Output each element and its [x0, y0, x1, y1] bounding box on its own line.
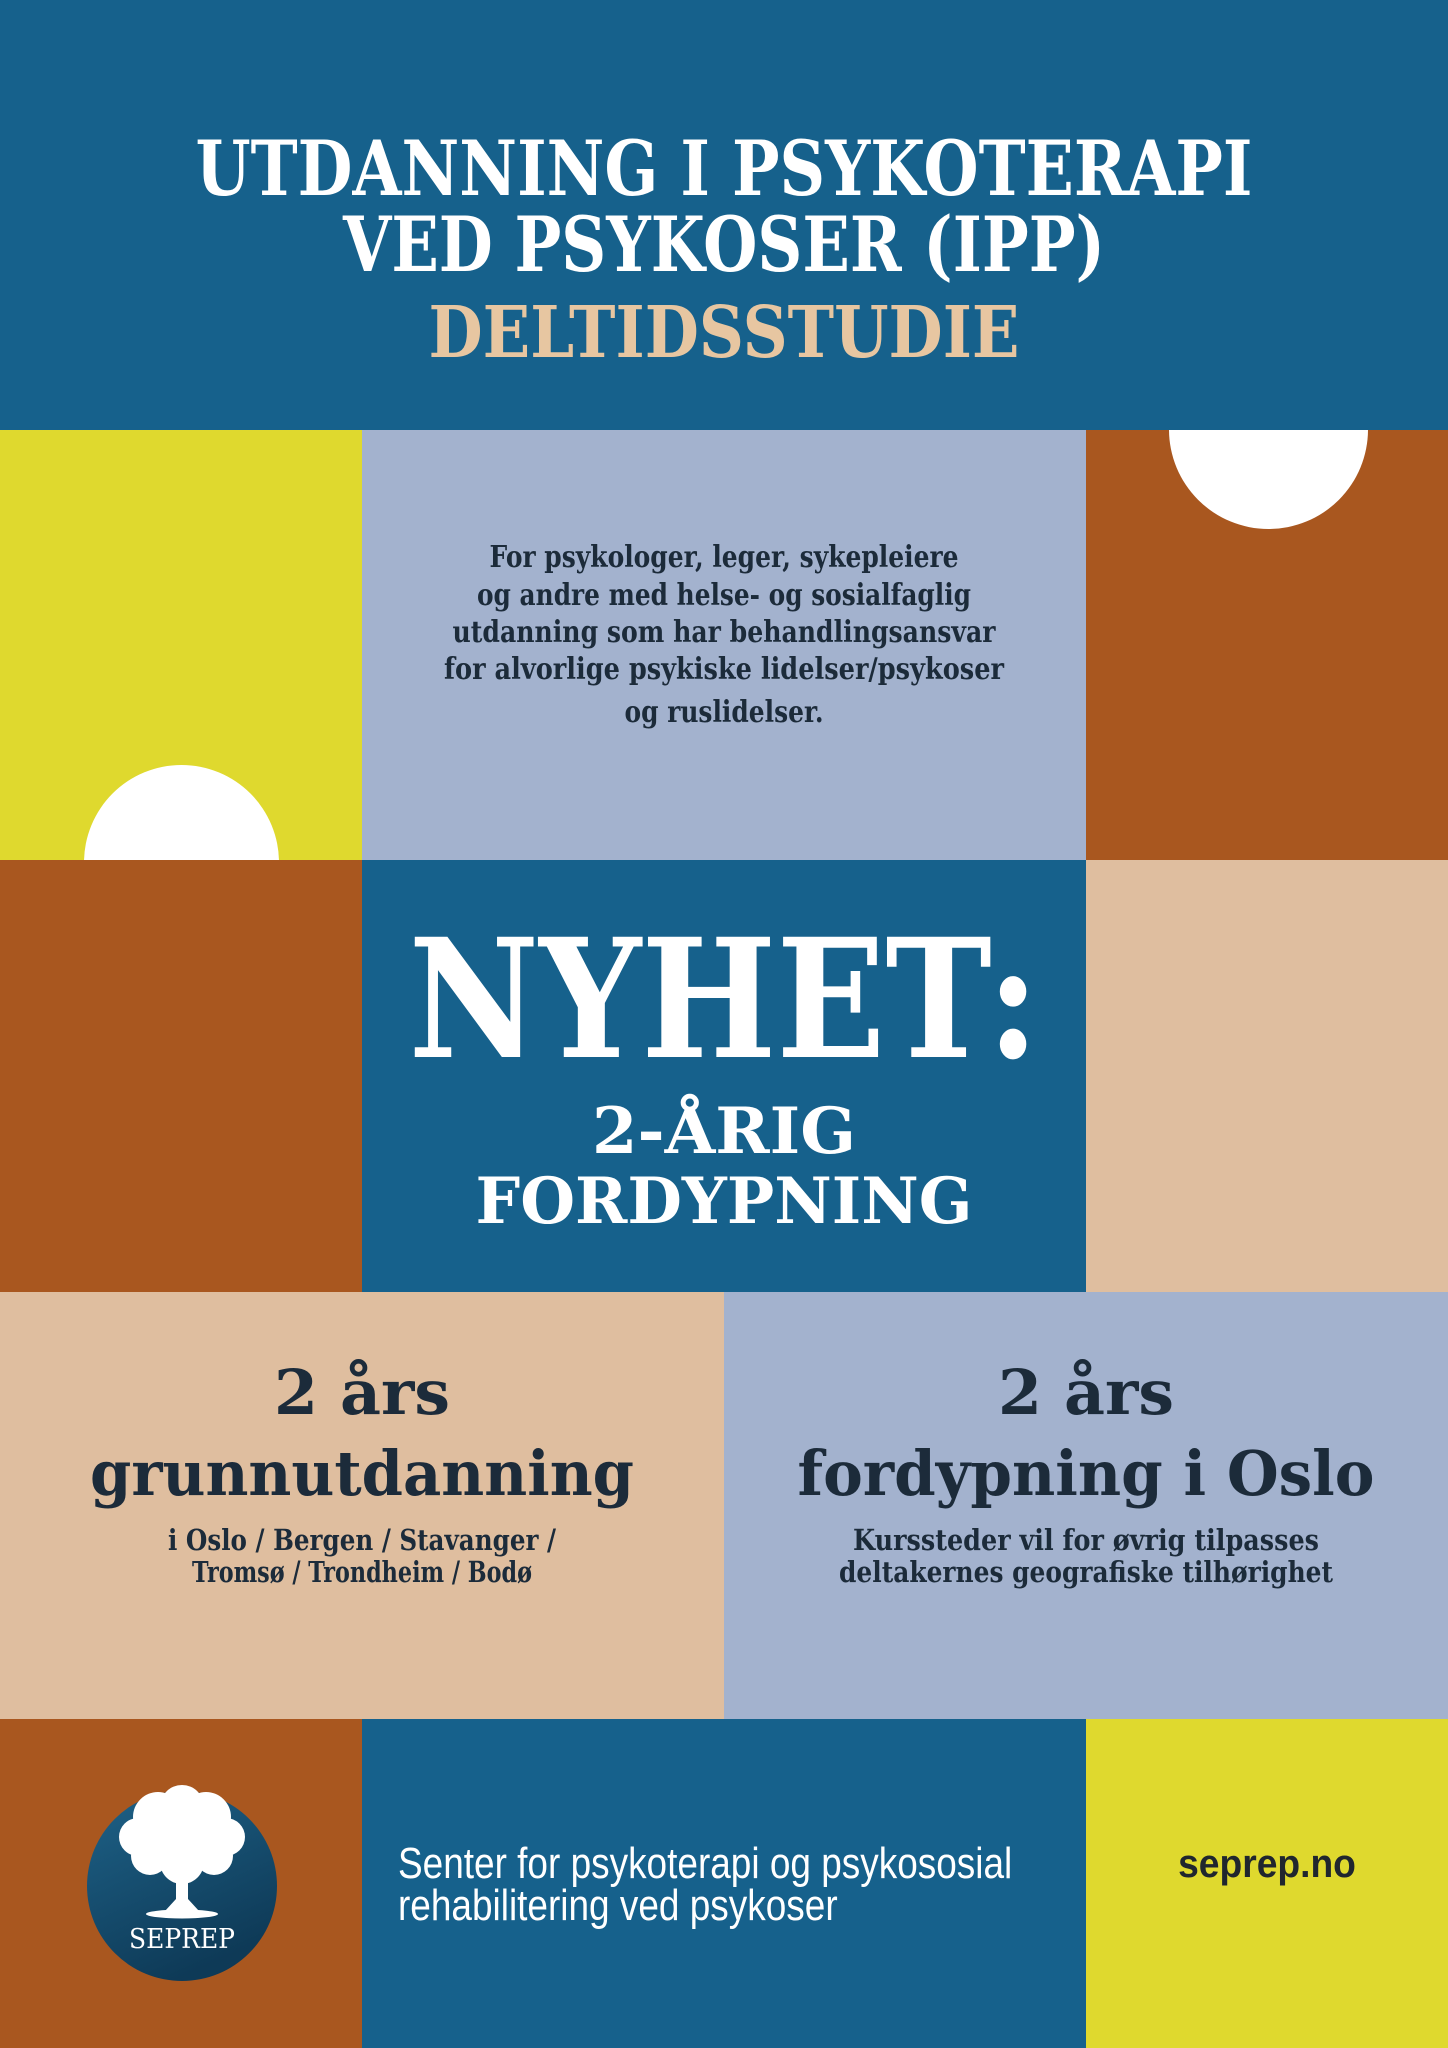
- news-text-group: [362, 860, 1086, 1292]
- title-band: [0, 0, 1448, 430]
- program-basic-text-group: [0, 1292, 724, 1719]
- program-advanced-detail-2: deltakernes geografiske tilhørighet: [839, 1555, 1334, 1589]
- news-line-2: 2-ÅRIG: [592, 1094, 856, 1169]
- audience-tile: [362, 430, 1086, 860]
- footer-tagline-line-2: rehabilitering ved psykoser: [398, 1881, 838, 1930]
- audience-line-5: og ruslidelser.: [624, 695, 824, 730]
- footer-logo-tile: [0, 1719, 362, 2048]
- audience-line-4: for alvorlige psykiske lidelser/psykoser: [444, 652, 1006, 687]
- rust-tile-left: [0, 860, 362, 1292]
- title-line-2: VED PSYKOSER (IPP): [342, 200, 1105, 289]
- news-tile: [362, 860, 1086, 1292]
- title-line-1: UTDANNING I PSYKOTERAPI: [195, 124, 1253, 213]
- program-advanced-title-2: fordypning i Oslo: [797, 1437, 1375, 1510]
- half-circle-shape: [1169, 430, 1368, 529]
- program-advanced-title-1: 2 års: [998, 1356, 1174, 1429]
- audience-line-2: og andre med helse- og sosialfaglig: [477, 578, 972, 613]
- news-line-3: FORDYPNING: [475, 1164, 973, 1239]
- footer-tagline: [398, 1839, 1013, 1930]
- program-advanced-tile: [724, 1292, 1448, 1719]
- news-headline: NYHET:: [408, 902, 1040, 1096]
- yellow-tile: [0, 430, 362, 860]
- half-circle-shape: [84, 765, 279, 860]
- audience-line-1: For psykologer, leger, sykepleiere: [489, 540, 959, 575]
- program-basic-detail-2: Tromsø / Trondheim / Bodø: [192, 1555, 532, 1589]
- program-basic-title-1: 2 års: [274, 1356, 450, 1429]
- beige-tile-right: [1086, 860, 1448, 1292]
- title-line-3-subtitle: DELTIDSSTUDIE: [428, 290, 1020, 374]
- footer-tagline-tile: [362, 1719, 1086, 2048]
- program-basic-title-2: grunnutdanning: [90, 1437, 634, 1510]
- rust-tile-top: [1086, 430, 1448, 860]
- seprep-logo: [0, 1719, 362, 2048]
- audience-text-group: [362, 430, 1086, 860]
- website-url: seprep.no: [1178, 1842, 1356, 1886]
- program-basic-tile: [0, 1292, 724, 1719]
- footer-website-tile: [1086, 1719, 1448, 2048]
- footer-tagline-line-1: Senter for psykoterapi og psykososial: [398, 1839, 1013, 1888]
- program-advanced-text-group: [724, 1292, 1448, 1719]
- logo-wordmark: SEPREP: [129, 1924, 235, 1955]
- program-advanced-detail-1: Kurssteder vil for øvrig tilpasses: [853, 1523, 1319, 1557]
- program-basic-detail-1: i Oslo / Bergen / Stavanger /: [168, 1523, 557, 1557]
- audience-line-3: utdanning som har behandlingsansvar: [452, 615, 997, 650]
- title-text-group: [0, 0, 1448, 430]
